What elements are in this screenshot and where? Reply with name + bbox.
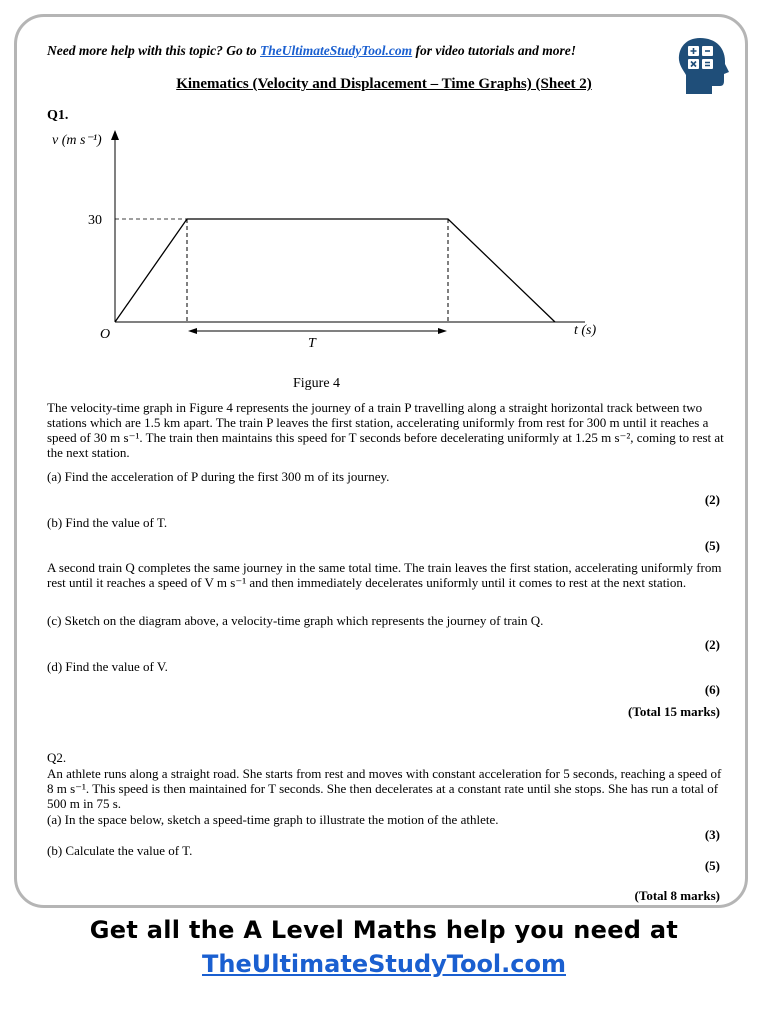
- q2-marks-b: (5): [704, 858, 720, 873]
- help-prefix: Need more help with this topic? Go to: [47, 43, 261, 58]
- q1-intro: The velocity-time graph in Figure 4 represents the journey of a train P travelling along a straight horizontal track between two stations which are 1.5 km apart. The train P leaves the first station, accelerating uniformly from rest for 300 m until it reaches a speed of 30 m s⁻¹. The train then maintains this speed for T seconds before decelerating uniformly at 1.25 m s⁻², coming to rest at the next station.: [47, 400, 724, 460]
- q2-intro: An athlete runs along a straight road. She starts from rest and moves with constant acceleration for 5 seconds, reaching a speed of 8 m s⁻¹. This speed is then maintained for T seconds. She then decelerates at a constant rate until she stops. She has run a total of 500 m in 75 s.: [47, 766, 722, 811]
- question-2-label: Q2.: [47, 750, 67, 765]
- footer-promo: Get all the A Level Maths help you need at: [89, 916, 679, 944]
- help-banner: [47, 43, 576, 59]
- q1-marks-a: (2): [704, 492, 720, 507]
- q1-second-train: A second train Q completes the same journey in the same total time. The train leaves the first station, accelerating uniformly from rest until it reaches a speed of V m s⁻¹ and then immediately decelerates uniformly until it comes to rest at the next station.: [47, 560, 722, 590]
- footer-link[interactable]: TheUltimateStudyTool.com: [202, 950, 566, 978]
- x-axis-label: t (s): [574, 323, 597, 338]
- question-1-label: Q1.: [47, 108, 69, 123]
- q1-marks-c: (2): [704, 637, 720, 652]
- t-arrow-right-icon: [438, 328, 447, 334]
- figure-caption: Figure 4: [293, 376, 341, 391]
- q2-marks-a: (3): [704, 827, 720, 842]
- help-link[interactable]: TheUltimateStudyTool.com: [260, 43, 413, 58]
- q2-part-b: (b) Calculate the value of T.: [47, 843, 193, 858]
- origin-label: O: [100, 327, 111, 342]
- train-p-velocity-line: [115, 219, 555, 322]
- interval-t-label: T: [308, 336, 316, 351]
- y-axis-arrow-icon: [111, 130, 119, 140]
- t-arrow-left-icon: [188, 328, 197, 334]
- worksheet-title: Kinematics (Velocity and Displacement – Time Graphs) (Sheet 2): [176, 76, 592, 92]
- q1-part-c: (c) Sketch on the diagram above, a velocity-time graph which represents the journey of train Q.: [47, 613, 544, 628]
- footer-link-wrapper: [0, 950, 768, 978]
- y-axis-label: v (m s⁻¹): [52, 133, 102, 148]
- q1-part-d: (d) Find the value of V.: [47, 659, 168, 674]
- q2-part-a: (a) In the space below, sketch a speed-time graph to illustrate the motion of the athlete.: [47, 812, 499, 827]
- q1-part-b: (b) Find the value of T.: [47, 515, 168, 530]
- q1-total: (Total 15 marks): [628, 704, 720, 719]
- velocity-time-graph: [40, 122, 660, 402]
- q1-part-a: (a) Find the acceleration of P during the first 300 m of its journey.: [47, 469, 390, 484]
- q1-marks-b: (5): [704, 538, 720, 553]
- y-tick-30: 30: [88, 213, 102, 228]
- q1-marks-d: (6): [704, 682, 720, 697]
- help-suffix: for video tutorials and more!: [412, 43, 577, 58]
- q2-total: (Total 8 marks): [634, 888, 720, 903]
